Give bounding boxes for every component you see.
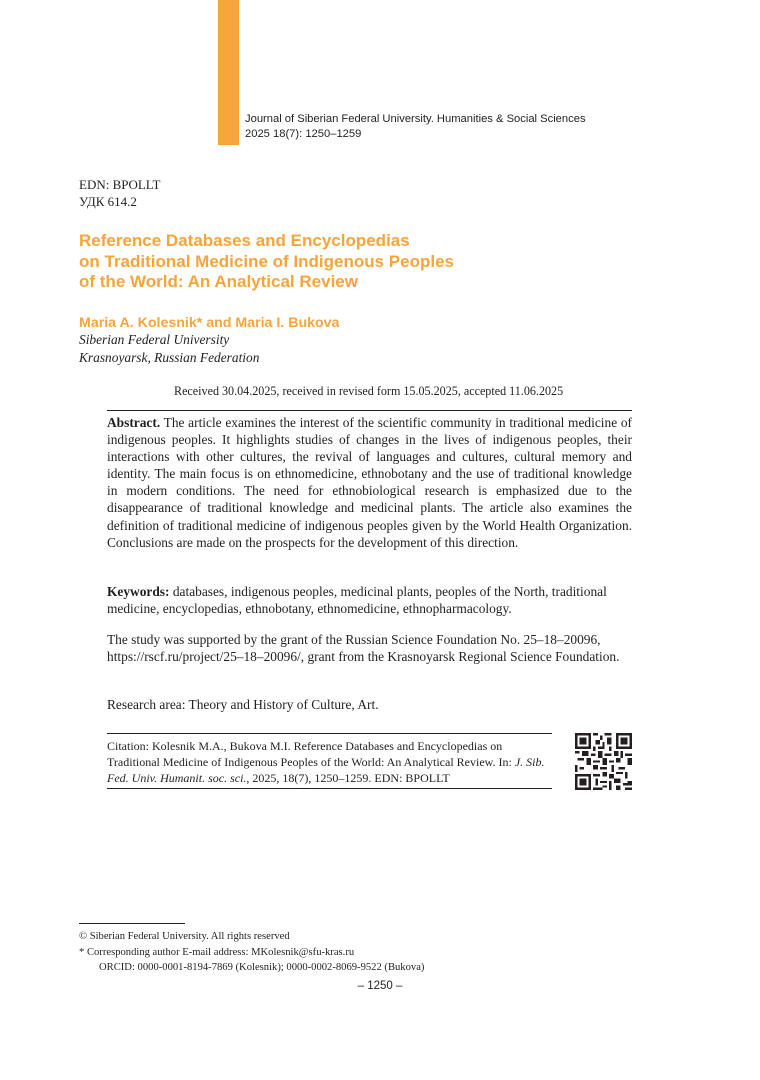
- copyright-note: © Siberian Federal University. All rights reserved: [79, 931, 290, 942]
- udk-code: УДК 614.2: [79, 194, 137, 209]
- citation-top-rule: [107, 733, 552, 734]
- footnotes: [79, 929, 424, 976]
- authors: Maria A. Kolesnik* and Maria I. Bukova: [79, 315, 340, 331]
- journal-issue: 2025 18(7): 1250–1259: [245, 127, 362, 140]
- page-number: – 1250 –: [357, 980, 403, 992]
- title-line: of the World: An Analytical Review: [79, 272, 358, 291]
- title-line: on Traditional Medicine of Indigenous Peoples: [79, 251, 454, 271]
- abstract-text: The article examines the interest of the scientific community in traditional medicine of indigenous peoples. It highlights studies of changes in the lives of indigenous peoples, their interactions with other cultures, the revival of languages and cultures, cultural memory and identity. The main focus is on ethnomedicine, ethnobotany and the use of traditional knowledge in modern conditions. The need for ethnobiological research is emphasized due to the disappearance of traditional knowledge and medicinal plants. The article also examines the definition of traditional medicine of indigenous peoples given by the World Health Organization. Conclusions are made on the prospects for the development of this direction.: [107, 415, 632, 550]
- citation-bottom-rule: [107, 788, 552, 789]
- affiliation-institution: Siberian Federal University: [79, 332, 230, 347]
- title-line: Reference Databases and Encyclopedias: [79, 231, 410, 250]
- journal-header: [245, 112, 586, 141]
- footnote-separator: [79, 923, 185, 924]
- journal-name: Journal of Siberian Federal University. Humanities & Social Sciences: [245, 113, 586, 125]
- keywords: [107, 583, 632, 617]
- edn-code: EDN: BPOLLT: [79, 177, 161, 192]
- orcid-note: ORCID: 0000-0001-8194-7869 (Kolesnik); 0000-0002-8069-9522 (Bukova): [99, 962, 425, 973]
- article-title: [79, 231, 579, 293]
- journal-accent-bar: [218, 0, 239, 145]
- qr-code-icon[interactable]: [575, 733, 632, 790]
- corresponding-author-note: * Corresponding author E-mail address: MKolesnik@sfu-kras.ru: [79, 946, 355, 958]
- citation-journal: J. Sib. Fed. Univ. Humanit. soc. sci.: [107, 755, 545, 785]
- affiliation-location: Krasnoyarsk, Russian Federation: [79, 349, 260, 365]
- abstract-label: Abstract.: [107, 415, 161, 430]
- citation-details: , 2025, 18(7), 1250–1259. EDN: BPOLLT: [246, 771, 450, 785]
- received-dates: Received 30.04.2025, received in revised form 15.05.2025, accepted 11.06.2025: [174, 384, 564, 398]
- citation: [107, 738, 557, 786]
- abstract: [107, 414, 632, 551]
- research-area: Research area: Theory and History of Culture, Art.: [107, 697, 379, 712]
- affiliation: [79, 331, 259, 366]
- citation-text: Citation: Kolesnik M.A., Bukova M.I. Reference Databases and Encyclopedias on Traditional Medicine of Indigenous Peoples of the World: An Analytical Review. In:: [107, 739, 515, 769]
- abstract-top-rule: [107, 410, 632, 411]
- funding-statement: The study was supported by the grant of the Russian Science Foundation No. 25–18–20096, https://rscf.ru/project/25–18–20096/, grant from the Krasnoyarsk Regional Science Foundation.: [107, 632, 620, 665]
- keywords-label: Keywords:: [107, 584, 170, 599]
- keywords-text: databases, indigenous peoples, medicinal plants, peoples of the North, traditional medicine, encyclopedias, ethnobotany, ethnomedicine, ethnopharmacology.: [107, 584, 607, 617]
- article-identifiers: [79, 176, 161, 210]
